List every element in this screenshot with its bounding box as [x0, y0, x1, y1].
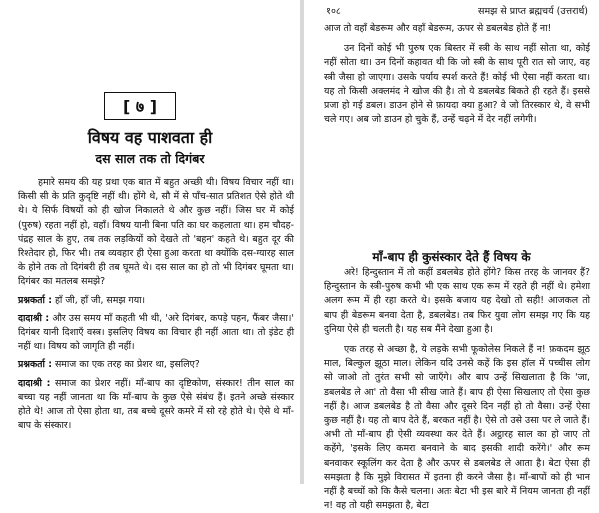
right-text-bottom	[324, 266, 590, 513]
question-1	[18, 294, 294, 308]
left-text	[18, 176, 294, 433]
page-number: १०८	[326, 6, 341, 17]
speaker-label: प्रश्नकर्ता :	[18, 294, 52, 306]
speaker-label: दादाश्री :	[18, 377, 51, 389]
paragraph: उन दिनों कोई भी पुरुष एक बिस्तर में स्त्री के साथ नहीं सोता था, कोई नहीं सोता था। उन दिनों कहावत थी कि जो स्त्री के साथ पूरी रात सो जाए, वह स्त्री जैसा हो जाएगा। उसके पर्याय स्पर्श करते हैं! कोई भी ऐसा नहीं करता था। यह तो किसी अक्लमंद ने खोज की है। तो ये डबलबेड बिकते ही रहते हैं। इससे प्रजा हो गई डबल। डाउन होने से फ़ायदा क्या हुआ? वे जो तिरस्कार थे, वे सभी चले गए। अब जो डाउन हो चुके हैं, उन्हें चढ़ने में देर नहीं लगेगी।	[324, 43, 590, 126]
answer-2	[18, 377, 294, 434]
dialogue-text: और उस समय माँ कहती भी थी, 'अरे दिगंबर, कपड़े पहन, फैंबर जैसा।' दिगंबर यानी दिशाएँ वस्त्र। इसलिए विषय का विचार ही नहीं आता था। तो इंडेट ही नहीं था। विषय को जागृति ही नहीं।	[18, 312, 294, 353]
dialogue-text: हाँ जी, हाँ जी, समझ गया।	[54, 294, 146, 306]
paragraph: आज तो वहाँ बेडरूम और वहाँ बेडरूम, ऊपर से डबलबेड होते हैं ना!	[324, 23, 552, 34]
chapter-number: [ ७ ]	[104, 92, 176, 120]
speaker-label: दादाश्री :	[18, 312, 50, 324]
running-header	[326, 4, 588, 17]
paragraph: एक तरह से अच्छा है, ये लड़के सभी फूकोलेस निकले हैं न! फ़कदम झूठ माल, बिल्कुल झूठा माल। लेकिन यदि उनसे कहें कि इस हॉल में पच्चीस लोग सो जाओ तो तुरंत सभी सो जाएँगे। और बाप उन्हें सिखलाता है कि 'जा, डबलबेड ले आ' तो वैसा भी सीख जाते हैं। बाप ही ऐसा सिखलाए तो ऐसा कुछ नहीं है। आज डबलबेड है तो वैसा और दूसरे दिन नहीं हो तो वैसा। उन्हें ऐसा कुछ नहीं है। यह तो बाप देते हैं, बरकत नहीं है। ऐसे तो उसे उसा पर ले जाते हैं। अभी तो माँ-बाप ही ऐसी व्यवस्था कर देते हैं। अट्ठारह साल का हो जाए तो कहेंगे, 'इसके लिए कमरा बनवाने के बाद इसकी शादी करेंगे।' और रूम बनवाकर स्कूलिंग कर देता है और ऊपर से डबलबेड ले आता है। बेटा ऐसा ही समझता है कि मुझे विरासत में इतना ही करने जैसा है। माँ-बापों को ही भान नहीं है बच्चों को कि कैसे चलना। अतः बेटा भी इस बारे में नियम जानता ही नहीं न! वह तो यही समझता है, बेटा	[324, 344, 590, 512]
speaker-label: प्रश्नकर्ता :	[18, 359, 52, 371]
paragraph: अरे! हिन्दुस्तान में तो कहीं डबलबेड होते होंगे? किस तरह के जानवर हैं? हिन्दुस्तान के स्त्री-पुरुष कभी भी एक साथ एक रूम में रहते ही नहीं थे। हमेशा अलग रूम में ही रहा करते थे। इसके बजाय यह देखो तो सही! आजकल तो बाप ही बेडरूम बनवा देता है, डबलबेड। तब फिर युवा लोग समझ गए कि यह दुनिया ऐसे ही चलती है। यह सब मैंने देखा हुआ है।	[324, 267, 590, 335]
answer-1	[18, 312, 294, 355]
right-page	[304, 0, 599, 512]
paragraph: हमारे समय की यह प्रथा एक बात में बहुत अच्छी थी। विषय विचार नहीं था। किसी सी के प्रति कुदृष्टि नहीं थी। होंगे थे, सौ में से पाँच-सात प्रतिशत ऐसे होते थी थे। ये सिर्फ विषयों को ही खोज निकालते थे और कुछ नहीं। जिस घर में कोई (पुरुष) रहता नहीं हो, वहाँ। विषय यानी बिना पति का घर कहलाता था। हम चौदह-पंद्रह साल के हुए, तब तक लड़कियों को देखते तो 'बहन' कहते थे। बहुत दूर की रिश्तेदार हो, फिर भी। तब व्यवहार ही ऐसा हुआ करता था क्योंकि दस-ग्यारह साल के होने तक तो दिगंबरी ही तब घूमते थे। दस साल का हो तो भी दिगंबर घूमता था। दिगंबर का मतलब समझे?	[18, 177, 294, 288]
left-page	[0, 0, 300, 484]
right-text-top	[324, 22, 590, 127]
running-head-title: समझ से प्राप्त ब्रह्मचर्य (उत्तरार्ध)	[478, 6, 588, 17]
dialogue-text: समाज का एक तरह का प्रेशर था, इसलिए?	[54, 359, 200, 371]
dialogue-text: समाज का प्रेशर नहीं। माँ-बाप का दृष्टिकोण, संस्कार! तीन साल का बच्चा यह नहीं जानता था कि माँ-बाप के कुछ ऐसे संबंध हैं। इतने अच्छे संस्कार होते थे! आज तो ऐसा होता था, तब बच्चे दूसरे कमरे में सो रहे होते थे। ऐसे थे माँ-बाप के संस्कार।	[18, 377, 294, 432]
section-title: दस साल तक तो दिगंबर	[95, 151, 205, 166]
question-2	[18, 358, 294, 372]
section-title: माँ-बाप ही कुसंस्कार देते हैं विषय के	[372, 250, 531, 264]
chapter-title: विषय वह पाशवता ही	[87, 128, 213, 147]
